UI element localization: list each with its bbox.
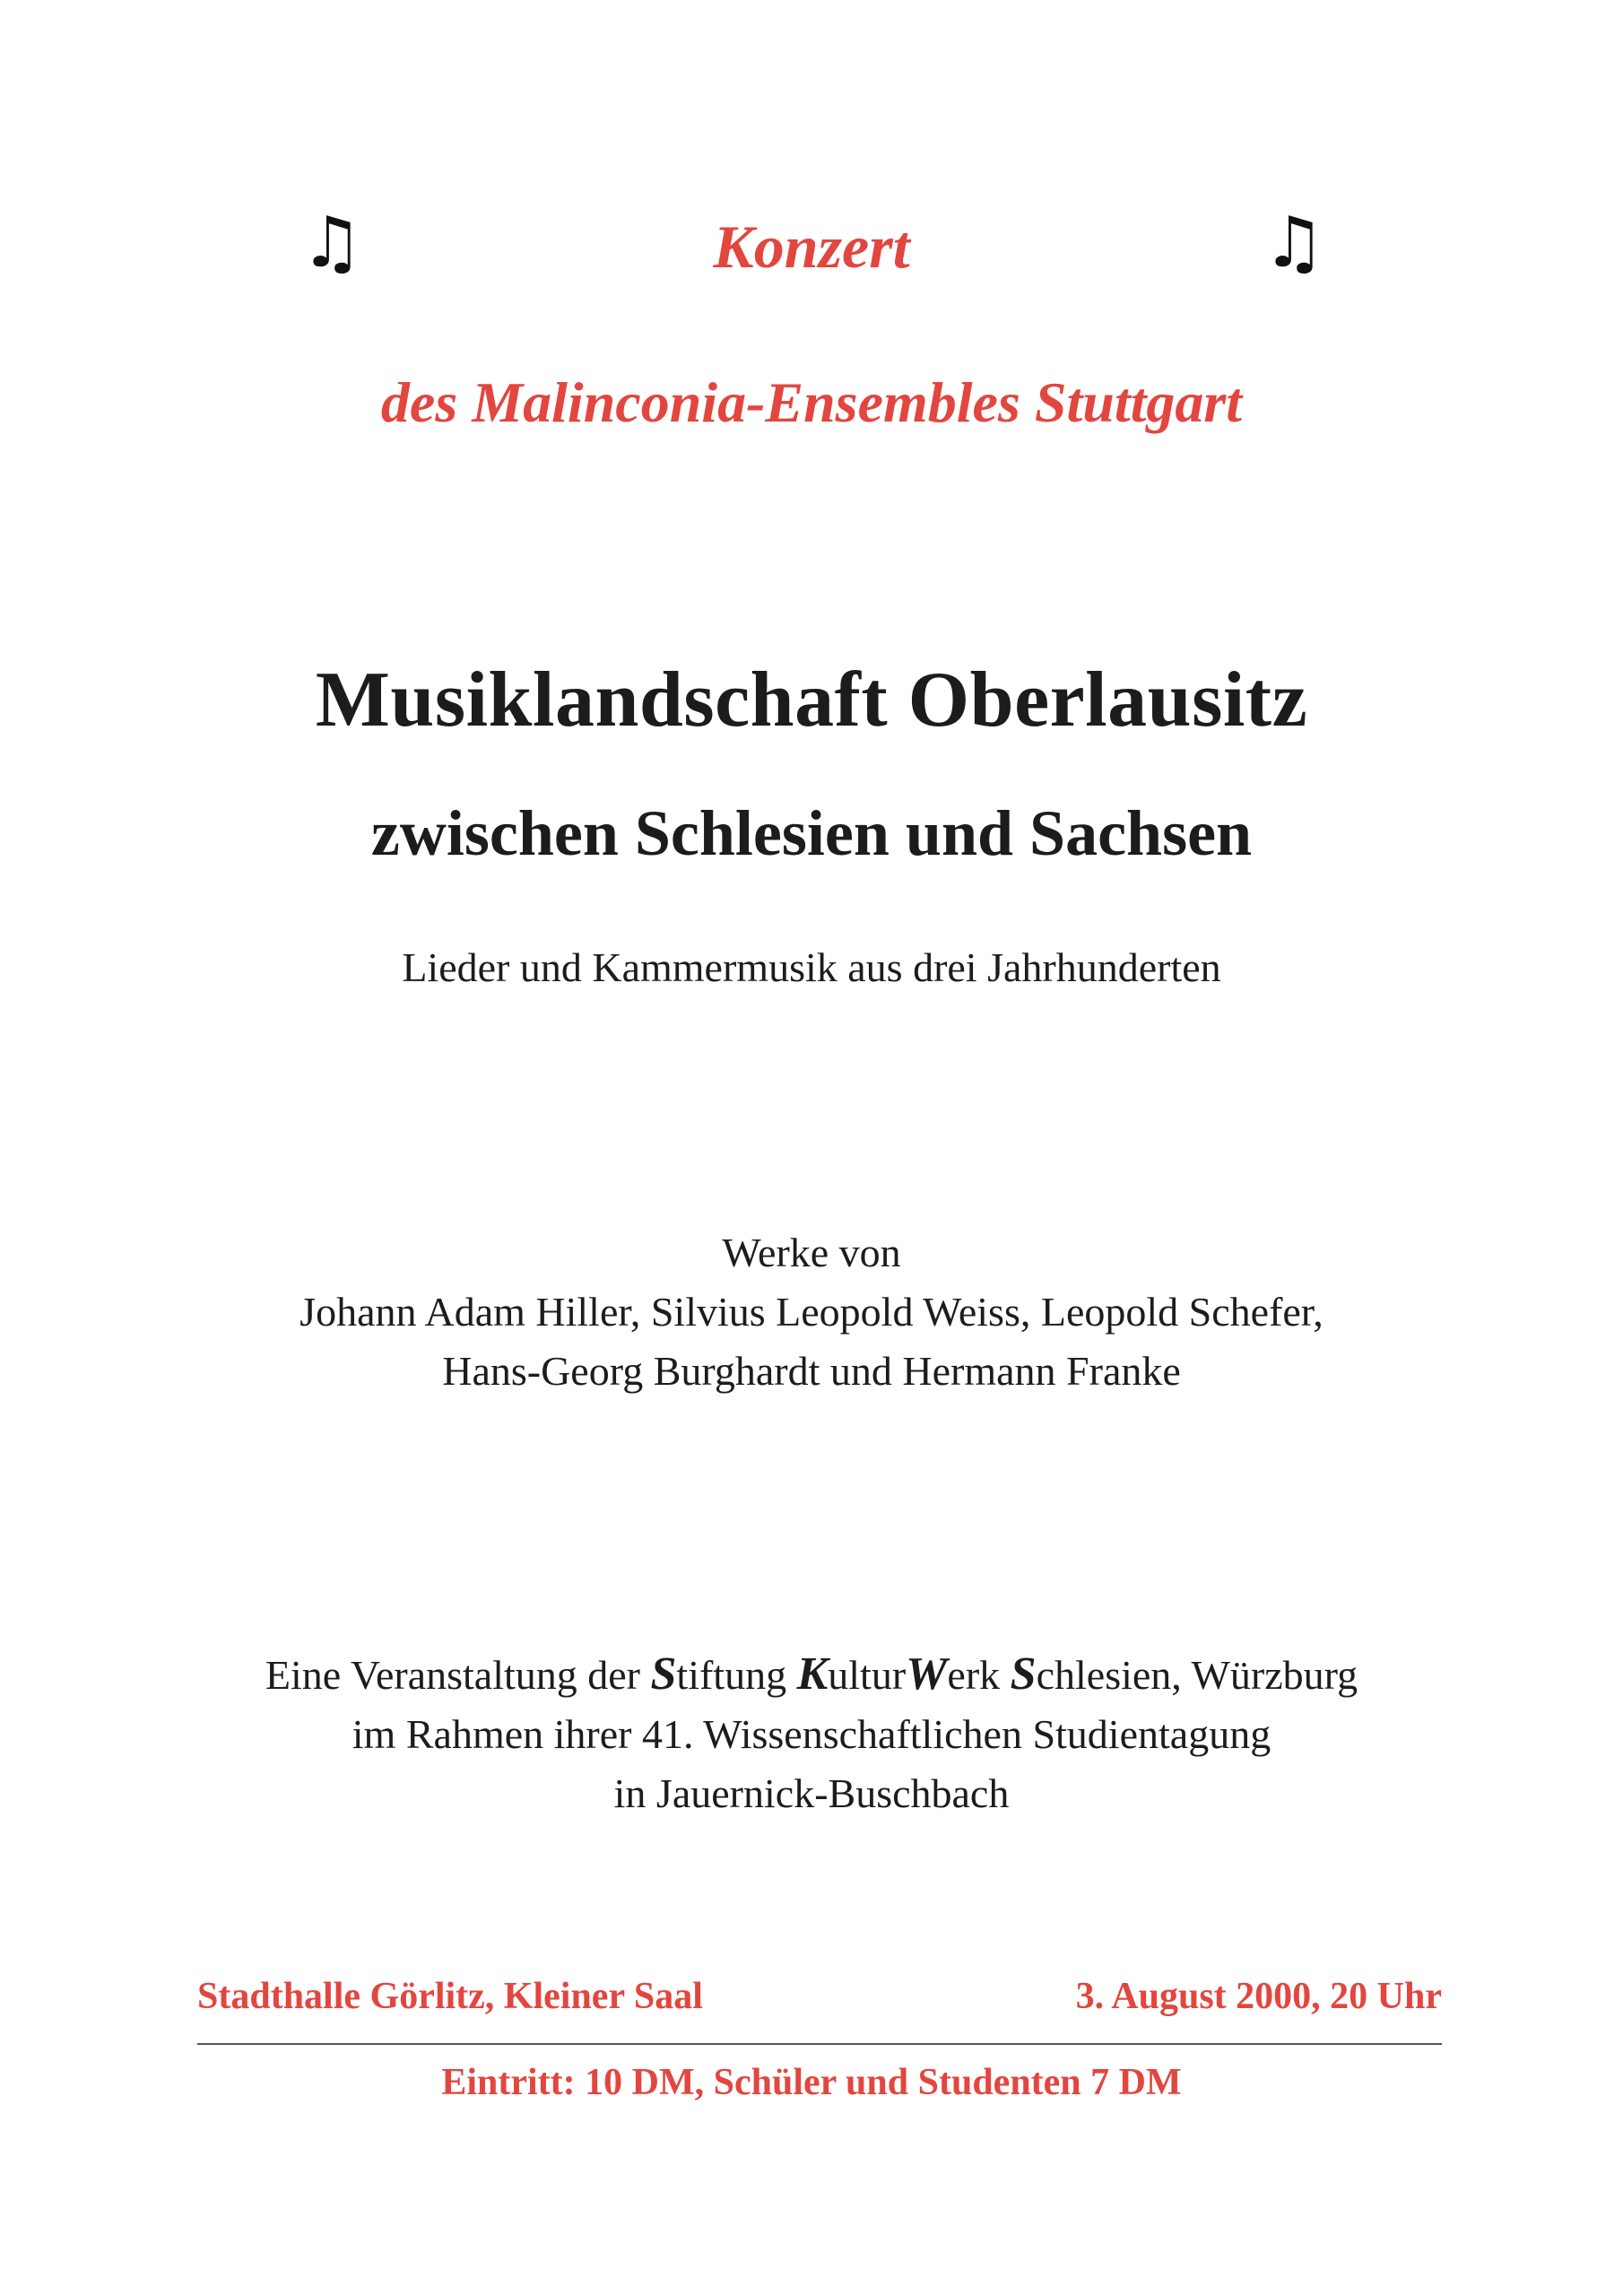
venue: Stadthalle Görlitz, Kleiner Saal <box>197 1976 703 2017</box>
tagline: Lieder und Kammermusik aus drei Jahrhunderten <box>402 944 1221 990</box>
divider-line <box>197 2043 1442 2045</box>
organizer-word-stiftung: tiftung <box>676 1652 797 1698</box>
organizer-line-3: in Jauernick-Buschbach <box>613 1770 1010 1816</box>
organizer-line-2: im Rahmen ihrer 41. Wissenschaftlichen Studientagung <box>352 1711 1271 1757</box>
organizer-initial-w: W <box>906 1648 948 1700</box>
organizer-word-werk: erk <box>947 1652 1011 1698</box>
works-heading: Werke von <box>722 1230 901 1275</box>
works-composers-line-2: Hans-Georg Burghardt und Hermann Franke <box>442 1348 1181 1394</box>
organizer-block <box>0 1645 1623 1823</box>
organizer-initial-k: K <box>796 1648 829 1700</box>
page-title: Musiklandschaft Oberlausitz <box>315 657 1308 744</box>
ensemble-name: des Malinconia-Ensembles Stuttgart <box>380 370 1243 434</box>
organizer-prefix: Eine Veranstaltung der <box>265 1652 651 1698</box>
concert-heading: Konzert <box>713 213 910 281</box>
music-note-icon-left: ♫ <box>300 203 363 283</box>
event-date: 3. August 2000, 20 Uhr <box>1075 1976 1442 2017</box>
organizer-line-1 <box>0 1645 1623 1705</box>
admission-prices: Eintritt: 10 DM, Schüler und Studenten 7 DM <box>441 2062 1182 2103</box>
organizer-word-kultur: ultur <box>828 1652 907 1698</box>
music-note-icon-right: ♫ <box>1263 203 1325 283</box>
page-subtitle: zwischen Schlesien und Sachsen <box>370 797 1253 869</box>
organizer-initial-s2: S <box>1010 1648 1037 1700</box>
works-composers-line-1: Johann Adam Hiller, Silvius Leopold Weiss, Leopold Schefer, <box>299 1289 1324 1335</box>
organizer-initial-s: S <box>650 1648 677 1700</box>
organizer-word-schlesien: chlesien, Würzburg <box>1036 1652 1358 1698</box>
works-block <box>0 1223 1623 1401</box>
